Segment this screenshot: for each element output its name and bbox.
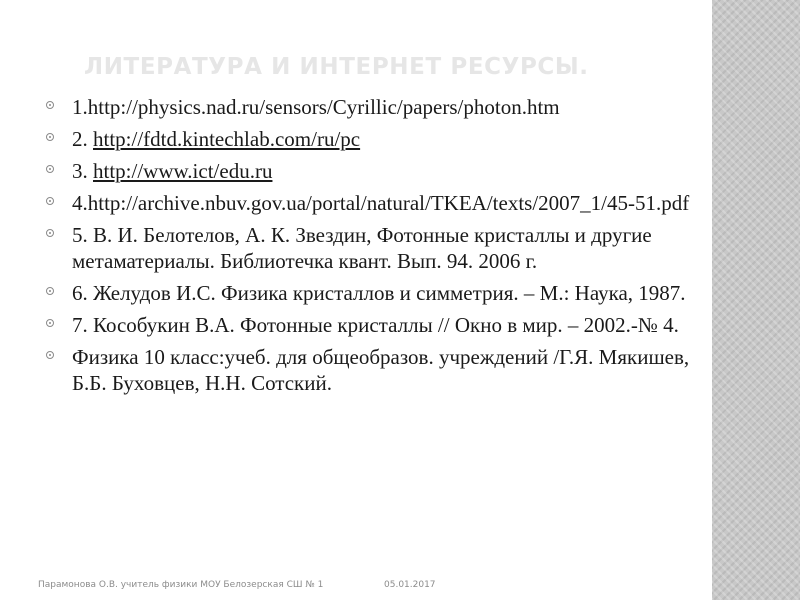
reference-item-3 (44, 158, 694, 184)
reference-prefix: 2. (72, 127, 93, 151)
footer-date: 05.01.2017 (384, 580, 436, 590)
reference-link[interactable]: http://fdtd.kintechlab.com/ru/pc (93, 127, 361, 151)
reference-text: 7. Кособукин В.А. Фотонные кристаллы // Окно в мир. – 2002.-№ 4. (72, 313, 679, 337)
reference-item-6 (44, 280, 694, 306)
bullet-icon (46, 165, 54, 173)
reference-text: 5. В. И. Белотелов, А. К. Звездин, Фотонные кристаллы и другие метаматериалы. Библиотечка квант. Вып. 94. 2006 г. (72, 223, 652, 273)
bullet-icon (46, 351, 54, 359)
reference-item-7 (44, 312, 694, 338)
bullet-icon (46, 197, 54, 205)
bullet-icon (46, 101, 54, 109)
bullet-icon (46, 229, 54, 237)
reference-item-4 (44, 190, 694, 216)
reference-prefix: 3. (72, 159, 93, 183)
bullet-icon (46, 133, 54, 141)
decorative-side-strip (712, 0, 800, 600)
reference-item-5 (44, 222, 694, 274)
reference-link[interactable]: http://www.ict/edu.ru (93, 159, 273, 183)
reference-text: 1.http://physics.nad.ru/sensors/Cyrillic/papers/photon.htm (72, 95, 560, 119)
reference-list (44, 94, 694, 402)
reference-text: 4.http://archive.nbuv.gov.ua/portal/natural/TKEA/texts/2007_1/45-51.pdf (72, 191, 690, 215)
reference-item-1 (44, 94, 694, 120)
slide-title: ЛИТЕРАТУРА И ИНТЕРНЕТ РЕСУРСЫ. (84, 54, 589, 80)
reference-item-2 (44, 126, 694, 152)
reference-text: Физика 10 класс:учеб. для общеобразов. учреждений /Г.Я. Мякишев, Б.Б. Буховцев, Н.Н. Сотский. (72, 345, 690, 395)
footer-author: Парамонова О.В. учитель физики МОУ Белозерская СШ № 1 (38, 580, 324, 590)
bullet-icon (46, 319, 54, 327)
bullet-icon (46, 287, 54, 295)
reference-item-8 (44, 344, 694, 396)
reference-text: 6. Желудов И.С. Физика кристаллов и симметрия. – М.: Наука, 1987. (72, 281, 686, 305)
